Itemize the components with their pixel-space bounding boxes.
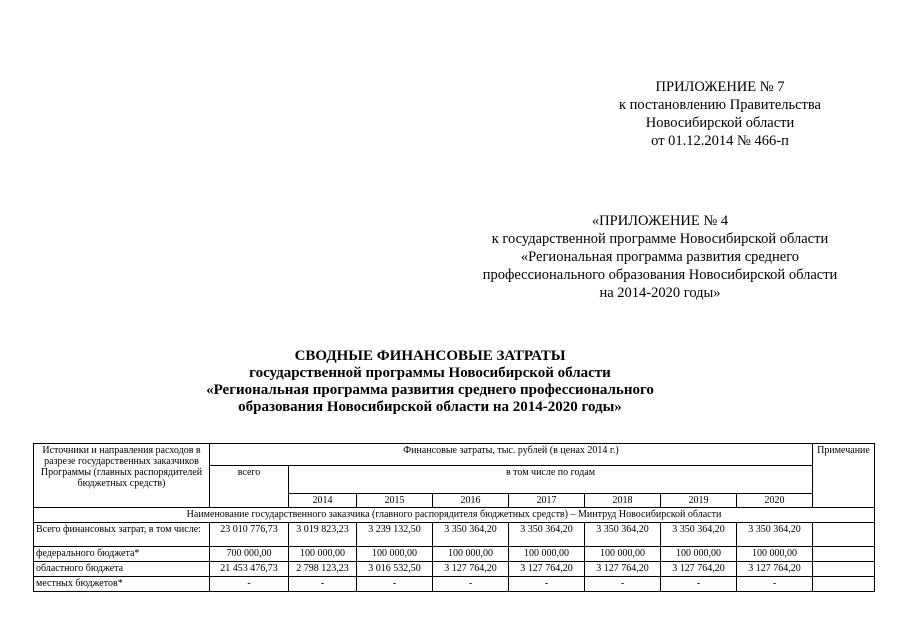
appendix-7-line-1: ПРИЛОЖЕНИЕ № 7 [655,79,785,95]
row-value: 100 000,00 [289,547,357,562]
header-year: 2019 [661,494,737,508]
table-row [34,523,875,547]
row-note [813,547,875,562]
appendix-7-line-3: Новосибирской области [645,115,795,131]
table-row [34,562,875,577]
title-line-1: СВОДНЫЕ ФИНАНСОВЫЕ ЗАТРАТЫ [294,348,566,364]
header-financial-costs: Финансовые затраты, тыс. рублей (в ценах 2014 г.) [210,444,813,466]
row-value: 3 350 364,20 [737,523,813,547]
row-note [813,562,875,577]
row-value: - [433,577,509,592]
row-value: 3 019 823,23 [289,523,357,547]
financial-costs-table [33,443,875,592]
row-value: 2 798 123,23 [289,562,357,577]
title-line-4: образования Новосибирской области на 2014-2020 годы» [238,399,622,415]
row-value: 3 350 364,20 [433,523,509,547]
table-row [34,547,875,562]
row-value: 3 350 364,20 [509,523,585,547]
row-value: 3 127 764,20 [661,562,737,577]
row-value: - [737,577,813,592]
row-note [813,523,875,547]
section-customer-row: Наименование государственного заказчика (главного распорядителя бюджетных средств) – Минтруд Новосибирской области [34,508,875,523]
row-value: 3 127 764,20 [433,562,509,577]
header-note: Примечание [813,444,875,508]
row-total: 23 010 776,73 [210,523,289,547]
row-total: - [210,577,289,592]
appendix-4-line-2: к государственной программе Новосибирской области [491,231,829,247]
row-value: - [289,577,357,592]
row-value: 3 016 532,50 [357,562,433,577]
appendix-7-header [590,78,850,150]
row-label: федерального бюджета* [34,547,210,562]
row-value: - [509,577,585,592]
header-year: 2016 [433,494,509,508]
row-total: 700 000,00 [210,547,289,562]
appendix-4-header [460,212,860,302]
title-line-2: государственной программы Новосибирской области [249,365,611,381]
row-value: 100 000,00 [433,547,509,562]
appendix-4-line-3: «Региональная программа развития среднего [520,249,800,265]
appendix-4-line-5: на 2014-2020 годы» [599,285,721,301]
row-note [813,577,875,592]
row-label: Всего финансовых затрат, в том числе: [34,523,210,547]
row-value: 100 000,00 [585,547,661,562]
table-row [34,577,875,592]
row-value: 3 127 764,20 [737,562,813,577]
header-year: 2020 [737,494,813,508]
appendix-7-line-4: от 01.12.2014 № 466-п [651,133,789,149]
appendix-7-line-2: к постановлению Правительства [619,97,821,113]
header-year: 2015 [357,494,433,508]
row-value: 100 000,00 [737,547,813,562]
row-value: 3 127 764,20 [585,562,661,577]
row-value: 3 239 132,50 [357,523,433,547]
header-year: 2014 [289,494,357,508]
header-year: 2017 [509,494,585,508]
row-value: - [661,577,737,592]
row-value: 3 350 364,20 [661,523,737,547]
document-title [160,348,700,416]
row-total: 21 453 476,73 [210,562,289,577]
row-value: 100 000,00 [661,547,737,562]
header-year: 2018 [585,494,661,508]
appendix-4-line-1: «ПРИЛОЖЕНИЕ № 4 [591,213,729,229]
appendix-4-line-4: профессионального образования Новосибирской области [482,267,838,283]
row-value: 3 127 764,20 [509,562,585,577]
header-total: всего [210,466,289,508]
row-value: - [585,577,661,592]
header-sources: Источники и направления расходов в разрезе государственных заказчиков Программы (главных распорядителей бюджетных средств) [34,444,210,508]
row-value: 3 350 364,20 [585,523,661,547]
row-value: - [357,577,433,592]
header-by-years: в том числе по годам [289,466,813,494]
row-value: 100 000,00 [509,547,585,562]
title-line-3: «Региональная программа развития среднего профессионального [206,382,654,398]
row-label: областного бюджета [34,562,210,577]
row-label: местных бюджетов* [34,577,210,592]
row-value: 100 000,00 [357,547,433,562]
